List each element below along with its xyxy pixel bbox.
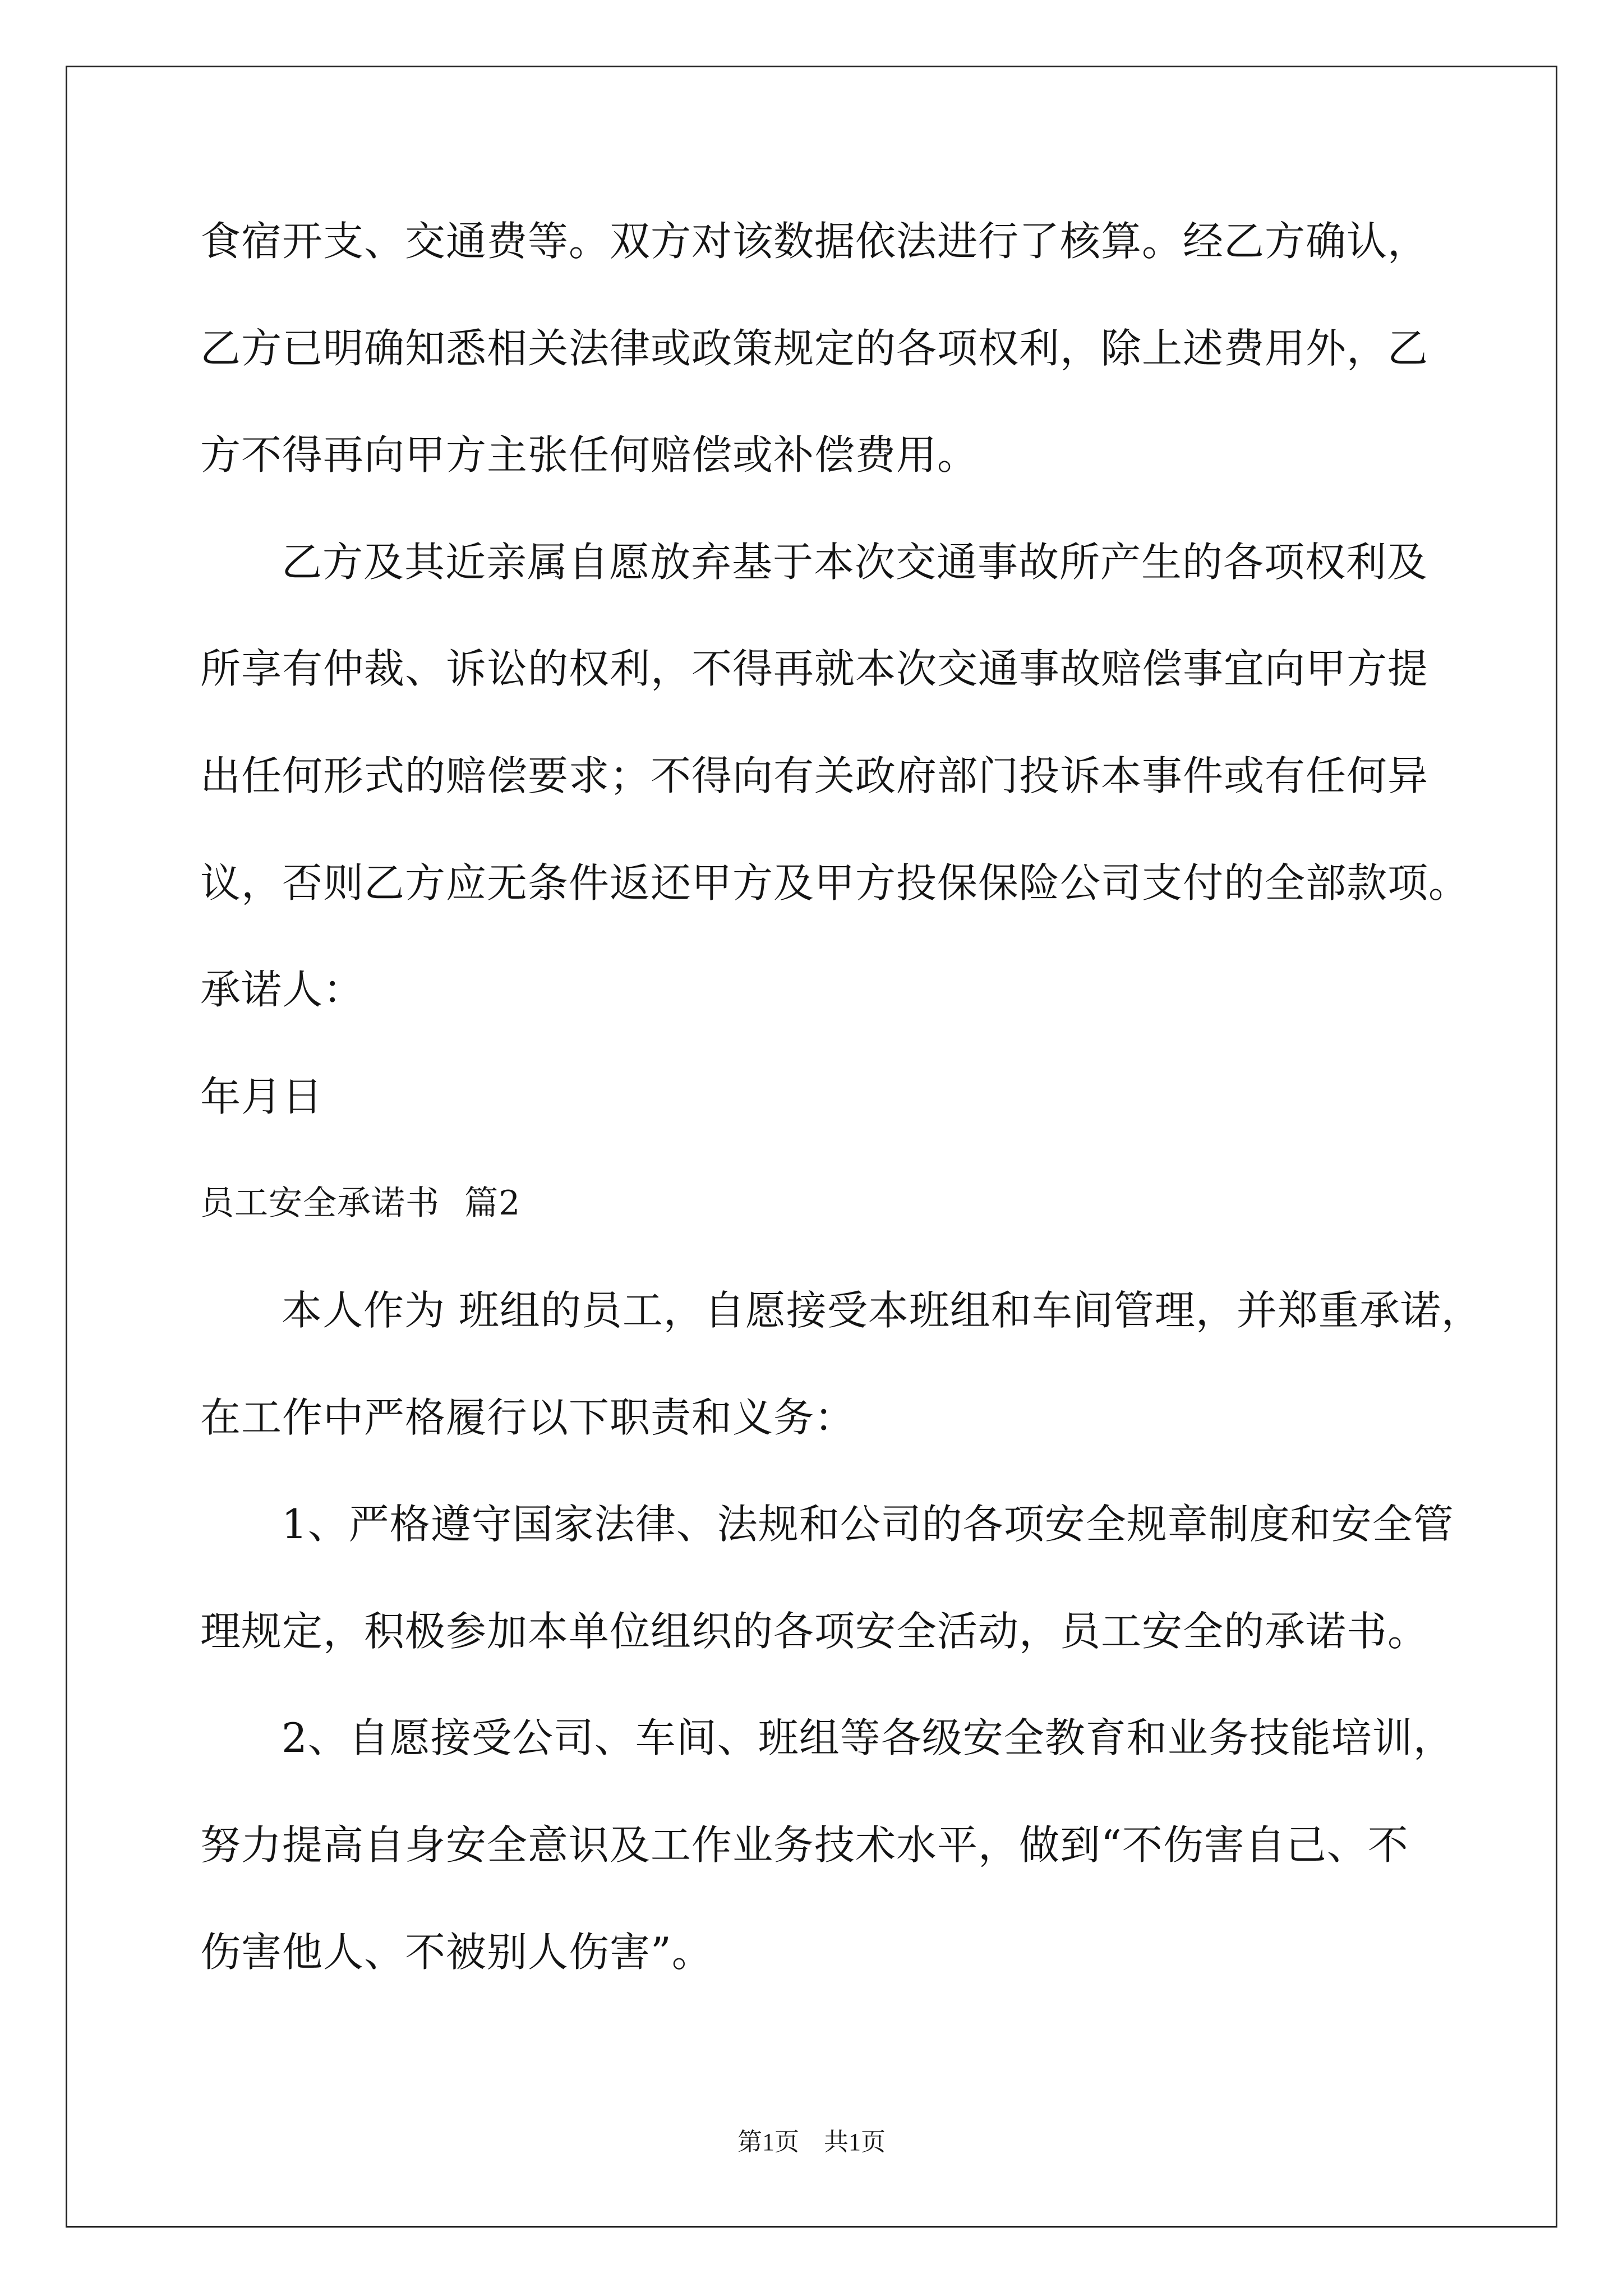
text-line: 1、严格遵守国家法律、法规和公司的各项安全规章制度和安全管: [282, 1501, 1454, 1548]
text-line: 2、自愿接受公司、车间、班组等各级安全教育和业务技能培训，: [282, 1714, 1454, 1762]
page-footer: 第1页 共1页: [737, 2128, 886, 2156]
text-line: 努力提高自身安全意识及工作业务技术水平，做到“不伤害自己、不: [200, 1821, 1409, 1869]
date-label: 年月日: [200, 1073, 324, 1120]
text-line: 方不得再向甲方主张任何赔偿或补偿费用。: [200, 431, 979, 479]
text-line: 议，否则乙方应无条件返还甲方及甲方投保保险公司支付的全部款项。: [200, 859, 1470, 907]
text-line: 出任何形式的赔偿要求；不得向有关政府部门投诉本事件或有任何异: [200, 752, 1429, 799]
document-body: [200, 188, 1535, 2005]
signature-label: 承诺人：: [200, 966, 365, 1014]
text-line: 乙方及其近亲属自愿放弃基于本次交通事故所产生的各项权利及: [282, 538, 1428, 586]
text-line: 理规定，积极参加本单位组织的各项安全活动，员工安全的承诺书。: [200, 1607, 1429, 1655]
text-line: 乙方已明确知悉相关法律或政策规定的各项权利，除上述费用外，乙: [200, 324, 1429, 372]
text-line: 伤害他人、不被别人伤害”。: [200, 1928, 713, 1976]
text-line: 所享有仲裁、诉讼的权利，不得再就本次交通事故赔偿事宜向甲方提: [200, 645, 1429, 693]
text-line: 本人作为 班组的员工，自愿接受本班组和车间管理，并郑重承诺，: [282, 1286, 1482, 1334]
text-line: 在工作中严格履行以下职责和义务：: [200, 1393, 856, 1441]
text-line: 食宿开支、交通费等。双方对该数据依法进行了核算。经乙方确认，: [200, 218, 1429, 265]
section-heading: 员工安全承诺书 篇2: [200, 1184, 521, 1223]
